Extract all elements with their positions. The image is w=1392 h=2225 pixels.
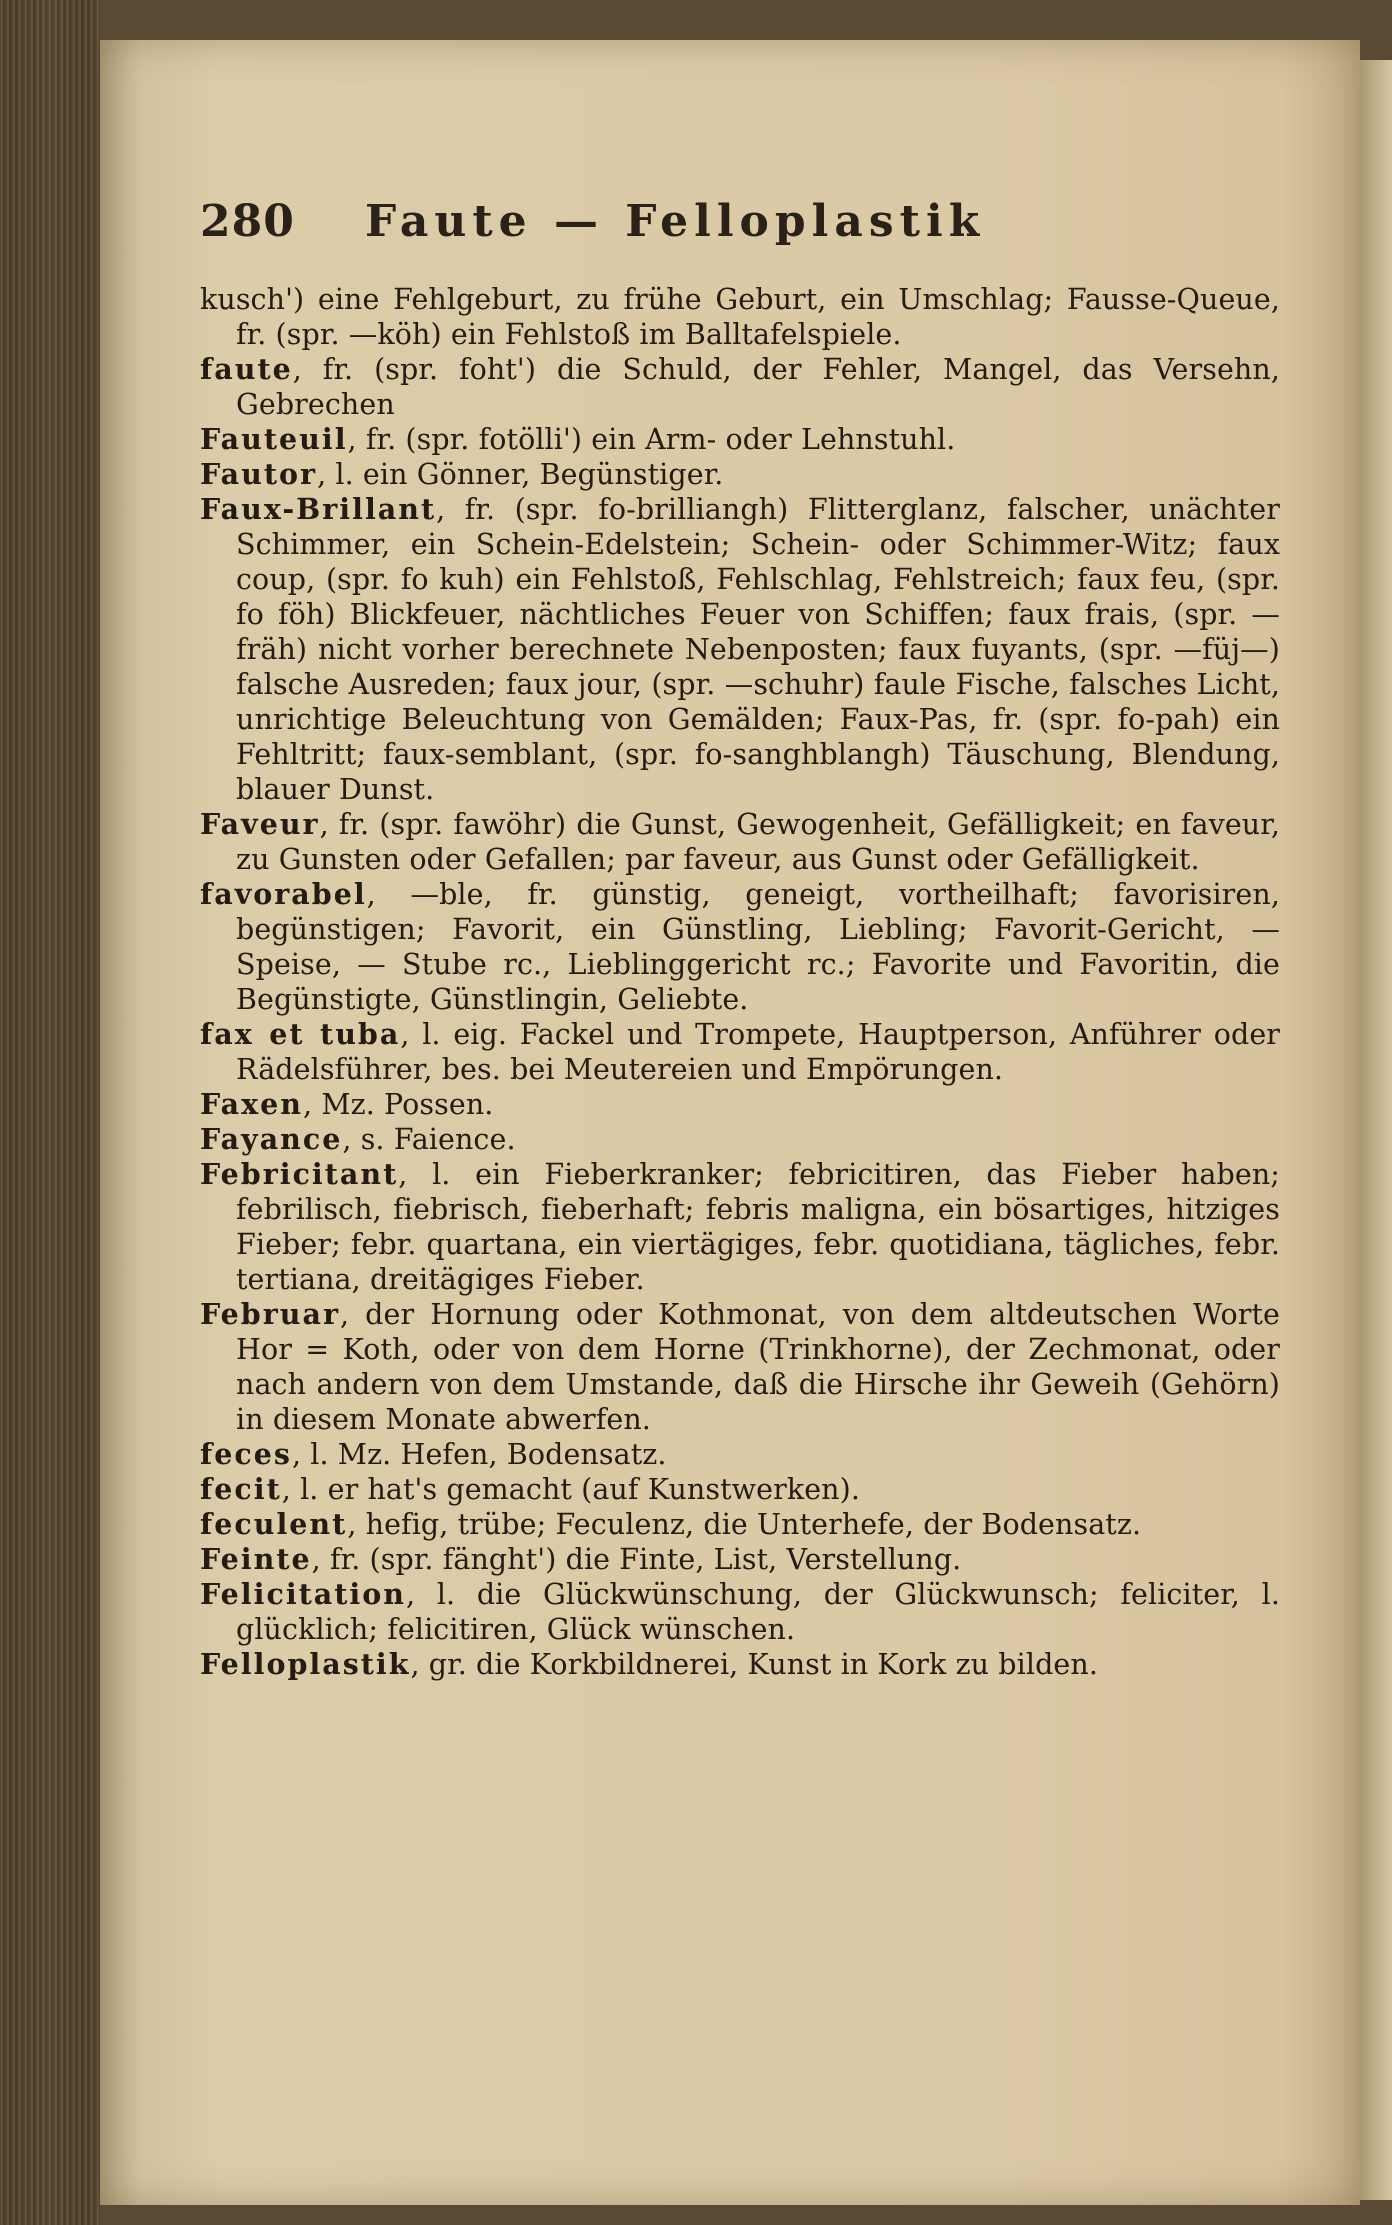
entry-text: , —ble, fr. günstig, geneigt, vortheilhaft; favorisiren, begünstigen; Favorit, ein Günstling, Liebling; Favorit-Gericht, — Speise, — Stube rc., Lieblinggericht rc.; Favorite und Favoritin, die Begünstigte, Günstlingin, Geliebte. [236, 878, 1280, 1016]
entry-term: Felicitation [200, 1577, 406, 1611]
entry-text: , Mz. Possen. [303, 1088, 494, 1121]
dictionary-entry [200, 1437, 1280, 1472]
dictionary-entry [200, 352, 1280, 422]
entry-text: , l. Mz. Hefen, Bodensatz. [291, 1438, 667, 1471]
dictionary-entry [200, 877, 1280, 1017]
entry-term: Fautor [200, 457, 318, 491]
entry-text: , fr. (spr. fo-brilliangh) Flitterglanz, falscher, unächter Schimmer, ein Schein-Edelstein; Schein- oder Schimmer-Witz; faux coup, (spr. fo kuh) ein Fehlstoß, Fehlschlag, Fehlstreich; faux feu, (spr. fo föh) Blickfeuer, nächtliches Feuer von Schiffen; faux frais, (spr. —fräh) nicht vorher berechnete Nebenposten; faux fuyants, (spr. —füj—) falsche Ausreden; faux jour, (spr. —schuhr) faule Fische, falsches Licht, unrichtige Beleuchtung von Gemälden; Faux-Pas, fr. (spr. fo-pah) ein Fehltritt; faux-semblant, (spr. fo-sanghblangh) Täuschung, Blendung, blauer Dunst. [236, 493, 1280, 806]
entry-term: Faux-Brillant [200, 492, 437, 526]
entry-term: feces [200, 1437, 292, 1471]
entry-text: , gr. die Korkbildnerei, Kunst in Kork zu bilden. [410, 1648, 1098, 1681]
dictionary-body [200, 282, 1280, 1682]
entry-term: Felloplastik [200, 1647, 411, 1681]
entry-term: faute [200, 352, 293, 386]
dictionary-entry [200, 1157, 1280, 1297]
entry-text: , der Hornung oder Kothmonat, von dem altdeutschen Worte Hor = Koth, oder von dem Horne (Trinkhorne), der Zechmonat, oder nach andern von dem Umstande, daß die Hirsche ihr Geweih (Gehörn) in diesem Monate abwerfen. [236, 1298, 1280, 1436]
entry-term: feculent [200, 1507, 348, 1541]
page-edges [0, 0, 100, 2225]
entry-term: Faxen [200, 1087, 303, 1121]
entry-term: favorabel [200, 877, 367, 911]
entry-text: , fr. (spr. foht') die Schuld, der Fehler, Mangel, das Versehn, Gebrechen [236, 353, 1280, 421]
dictionary-entry [200, 457, 1280, 492]
entry-term: Faveur [200, 807, 320, 841]
dictionary-entry [200, 807, 1280, 877]
dictionary-entry [200, 422, 1280, 457]
entry-term: Fayance [200, 1122, 343, 1156]
dictionary-entry [200, 1297, 1280, 1437]
entry-text: , fr. (spr. fawöhr) die Gunst, Gewogenheit, Gefälligkeit; en faveur, zu Gunsten oder Gefallen; par faveur, aus Gunst oder Gefälligkeit. [236, 808, 1280, 876]
entry-text: , l. ein Gönner, Begünstiger. [317, 458, 724, 491]
entry-text: kusch') eine Fehlgeburt, zu frühe Geburt, ein Umschlag; Fausse-Queue, fr. (spr. —köh) ein Fehlstoß im Balltafelspiele. [200, 283, 1280, 351]
dictionary-entry [200, 1577, 1280, 1647]
running-head: Faute — Felloplastik [365, 196, 986, 247]
dictionary-entry [200, 492, 1280, 807]
entry-text: , s. Faience. [342, 1123, 516, 1156]
entry-term: Februar [200, 1297, 340, 1331]
entry-term: Febricitant [200, 1157, 399, 1191]
dictionary-entry [200, 1542, 1280, 1577]
entry-text: , fr. (spr. fänght') die Finte, List, Verstellung. [311, 1543, 962, 1576]
dictionary-entry [200, 1017, 1280, 1087]
page-header [200, 190, 1080, 260]
entry-text: , l. ein Fieberkranker; febricitiren, das Fieber haben; febrilisch, fiebrisch, fieberhaft; febris maligna, ein bösartiges, hitziges Fieber; febr. quartana, ein viertägiges, febr. quotidiana, tägliches, febr. tertiana, dreitägiges Fieber. [236, 1158, 1280, 1296]
dictionary-entry [200, 1472, 1280, 1507]
dictionary-entry [200, 1122, 1280, 1157]
entry-term: fax et tuba [200, 1017, 401, 1051]
entry-text: , fr. (spr. fotölli') ein Arm- oder Lehnstuhl. [347, 423, 956, 456]
entry-term: Fauteuil [200, 422, 348, 456]
dictionary-entry [200, 282, 1280, 352]
dictionary-entry [200, 1507, 1280, 1542]
right-page-edge [1360, 60, 1392, 2200]
dictionary-entry [200, 1087, 1280, 1122]
entry-text: , l. eig. Fackel und Trompete, Hauptperson, Anführer oder Rädelsführer, bes. bei Meutereien und Empörungen. [236, 1018, 1281, 1086]
entry-text: , l. er hat's gemacht (auf Kunstwerken). [281, 1473, 861, 1506]
entry-term: Feinte [200, 1542, 312, 1576]
entry-text: , l. die Glückwünschung, der Glückwunsch; feliciter, l. glücklich; felicitiren, Glück wünschen. [236, 1578, 1280, 1646]
entry-text: , hefig, trübe; Feculenz, die Unterhefe, der Bodensatz. [347, 1508, 1142, 1541]
page-number: 280 [200, 196, 295, 247]
entry-term: fecit [200, 1472, 282, 1506]
dictionary-entry [200, 1647, 1280, 1682]
